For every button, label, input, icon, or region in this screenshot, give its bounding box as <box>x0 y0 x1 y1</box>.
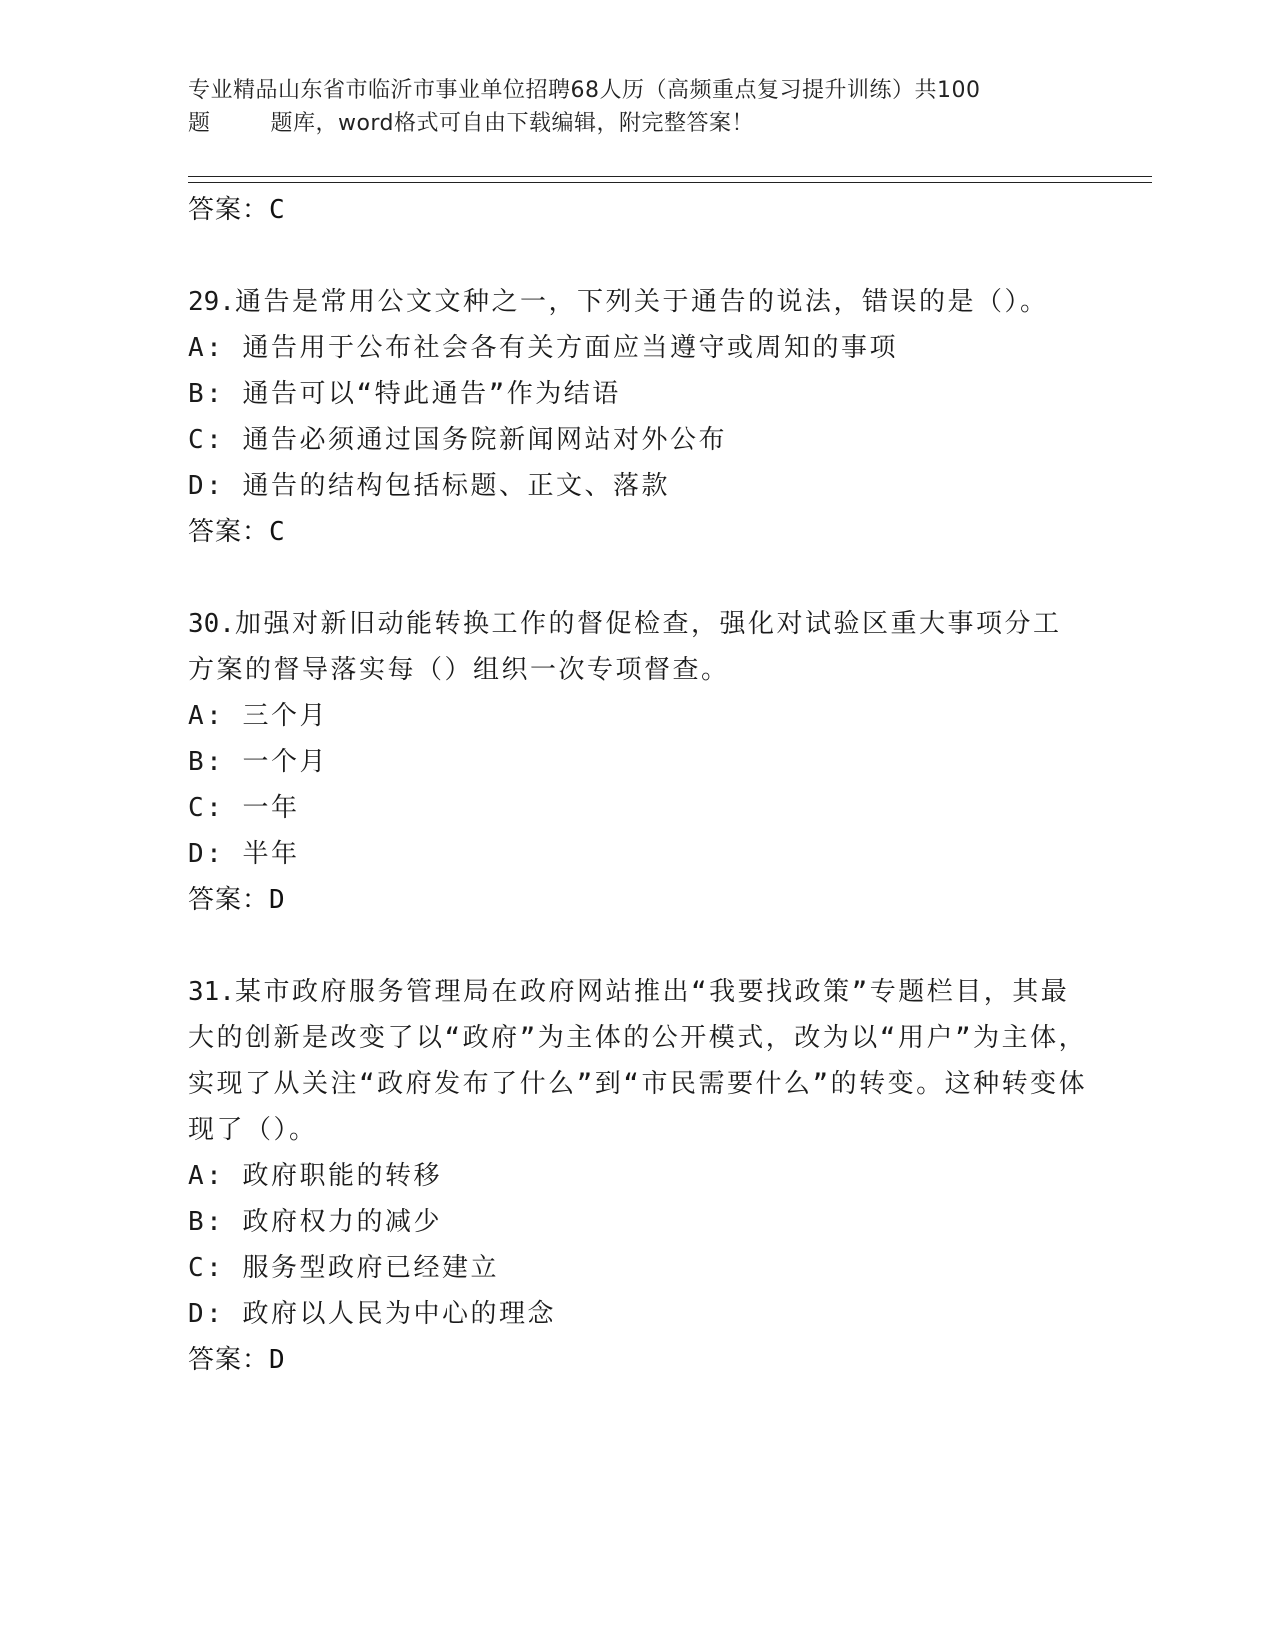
question-text: 加强对新旧动能转换工作的督促检查，强化对试验区重大事项分工方案的督导落实每（）组织一次专项督查。 <box>188 609 1062 685</box>
option-a: A: 通告用于公布社会各有关方面应当遵守或周知的事项 <box>188 333 898 363</box>
question-29 <box>188 279 1088 555</box>
question-number: 31. <box>188 977 235 1007</box>
answer-line <box>188 187 1088 233</box>
answer-label: 答案： <box>188 885 270 915</box>
answer-line <box>188 877 1088 923</box>
question-number: 29. <box>188 287 235 317</box>
answer-value: C <box>269 195 286 225</box>
question-text: 通告是常用公文文种之一，下列关于通告的说法，错误的是（）。 <box>234 287 1049 317</box>
option-d: D: 政府以人民为中心的理念 <box>188 1299 556 1329</box>
option-b: B: 通告可以“特此通告”作为结语 <box>188 379 621 409</box>
answer-line <box>188 509 1088 555</box>
answer-label: 答案： <box>188 1345 270 1375</box>
option-d: D: 半年 <box>188 839 300 869</box>
question-list <box>188 187 1088 1383</box>
question-text: 某市政府服务管理局在政府网站推出“我要找政策”专题栏目，其最大的创新是改变了以“政府”为主体的公开模式，改为以“用户”为主体，实现了从关注“政府发布了什么”到“市民需要什么”的转变。这种转变体现了（）。 <box>188 977 1088 1145</box>
option-c: C: 通告必须通过国务院新闻网站对外公布 <box>188 425 727 455</box>
answer-line <box>188 1337 1088 1383</box>
question-number: 30. <box>188 609 235 639</box>
option-a: A: 三个月 <box>188 701 328 731</box>
answer-value: C <box>269 517 286 547</box>
option-c: C: 一年 <box>188 793 300 823</box>
answer-label: 答案： <box>188 517 270 547</box>
option-b: B: 一个月 <box>188 747 328 777</box>
header-divider-bottom <box>188 182 1152 183</box>
question-stem <box>188 279 1088 325</box>
option-b: B: 政府权力的减少 <box>188 1207 442 1237</box>
option-c: C: 服务型政府已经建立 <box>188 1253 499 1283</box>
answer-value: D <box>269 885 286 915</box>
question-30 <box>188 601 1088 923</box>
question-31 <box>188 969 1088 1383</box>
answer-label: 答案： <box>188 195 270 225</box>
option-a: A: 政府职能的转移 <box>188 1161 442 1191</box>
document-header <box>188 74 1088 140</box>
question-stem <box>188 601 1088 693</box>
header-line-1: 专业精品山东省市临沂市事业单位招聘68人历（高频重点复习提升训练）共100 <box>188 78 981 103</box>
option-d: D: 通告的结构包括标题、正文、落款 <box>188 471 670 501</box>
header-line-2: 题 题库，word格式可自由下载编辑，附完整答案！ <box>188 111 755 136</box>
answer-value: D <box>269 1345 286 1375</box>
header-divider-top <box>188 176 1152 177</box>
question-stem <box>188 969 1088 1153</box>
